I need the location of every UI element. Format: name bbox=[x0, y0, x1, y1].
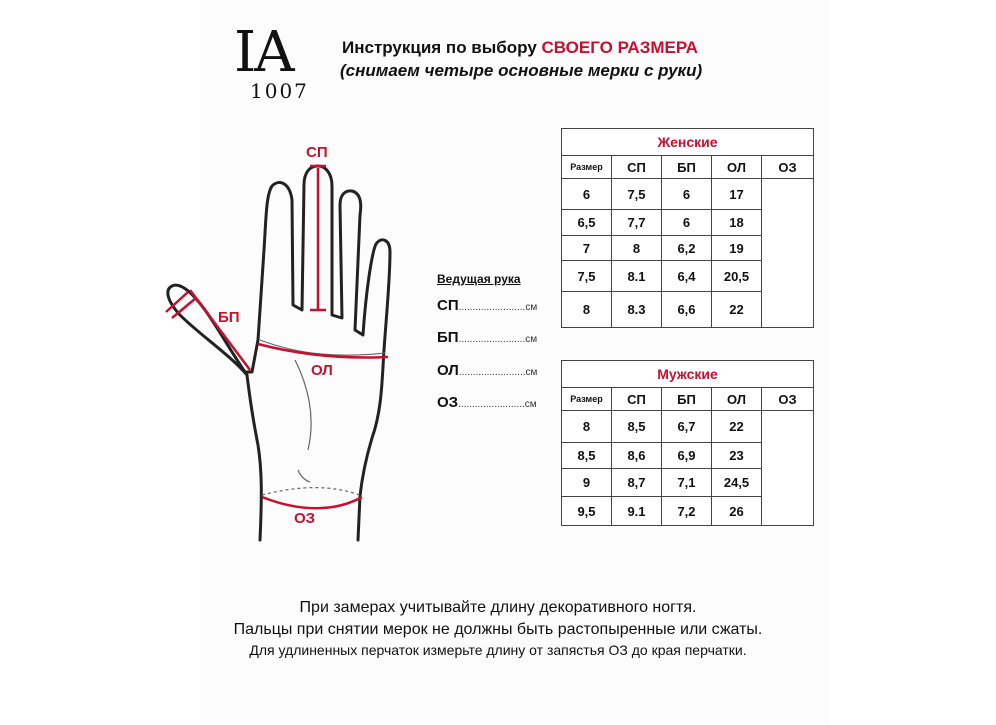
cell-bp: 6,7 bbox=[662, 411, 712, 443]
note-finger-position: Пальцы при снятии мерок не должны быть растопыренные или сжаты. bbox=[233, 621, 763, 638]
cell-size: 9,5 bbox=[562, 497, 612, 526]
oz-measure-line bbox=[262, 497, 362, 508]
cell-ol: 22 bbox=[712, 292, 762, 328]
cell-size: 8 bbox=[562, 411, 612, 443]
cell-ol: 23 bbox=[712, 443, 762, 469]
page-subtitle: (снимаем четыре основные мерки с руки) bbox=[340, 61, 703, 80]
field-sp bbox=[437, 297, 537, 315]
cell-bp: 6,2 bbox=[662, 236, 712, 261]
field-ol bbox=[437, 362, 537, 380]
palm-crease-2 bbox=[295, 360, 311, 450]
field-unit: см bbox=[524, 399, 537, 410]
cell-sp: 8 bbox=[612, 236, 662, 261]
title-accent: СВОЕГО РАЗМЕРА bbox=[541, 38, 698, 57]
cell-bp: 6 bbox=[662, 179, 712, 210]
header-bp: БП bbox=[662, 156, 712, 179]
wrist-crease bbox=[298, 470, 310, 482]
cell-size: 8 bbox=[562, 292, 612, 328]
label-sp: СП bbox=[306, 144, 328, 161]
header-oz: ОЗ bbox=[762, 156, 814, 179]
women-table-caption: Женские bbox=[562, 129, 814, 156]
header-sp: СП bbox=[612, 388, 662, 411]
cell-size: 6 bbox=[562, 179, 612, 210]
note-nail-length: При замерах учитывайте длину декоративного ногтя. bbox=[299, 599, 697, 616]
cell-size: 6,5 bbox=[562, 210, 612, 236]
header-sp: СП bbox=[612, 156, 662, 179]
page-title bbox=[342, 38, 698, 58]
cell-sp: 8,6 bbox=[612, 443, 662, 469]
header-ol: ОЛ bbox=[712, 156, 762, 179]
field-key: ОЛ bbox=[437, 362, 459, 379]
cell-ol: 19 bbox=[712, 236, 762, 261]
field-unit: см bbox=[525, 302, 538, 313]
header-bp: БП bbox=[662, 388, 712, 411]
cell-ol: 26 bbox=[712, 497, 762, 526]
cell-ol: 24,5 bbox=[712, 469, 762, 497]
cell-oz-empty bbox=[762, 411, 814, 526]
header-size: Размер bbox=[562, 156, 612, 179]
bp-measure-line-2 bbox=[190, 290, 250, 370]
field-bp bbox=[437, 329, 537, 347]
cell-bp: 6,4 bbox=[662, 261, 712, 292]
field-dots: ........................ bbox=[458, 334, 526, 345]
women-size-table bbox=[561, 128, 814, 328]
field-key: БП bbox=[437, 329, 459, 346]
cell-sp: 7,7 bbox=[612, 210, 662, 236]
field-unit: см bbox=[525, 334, 538, 345]
cell-size: 7 bbox=[562, 236, 612, 261]
hand-outline-left bbox=[247, 375, 261, 540]
hand-outline bbox=[168, 166, 390, 540]
label-oz: ОЗ bbox=[294, 510, 316, 527]
cell-sp: 8,7 bbox=[612, 469, 662, 497]
field-unit: см bbox=[525, 367, 538, 378]
table-row bbox=[562, 411, 814, 443]
field-dots: ........................ bbox=[458, 302, 526, 313]
label-ol: ОЛ bbox=[311, 362, 333, 379]
wrist-dashed bbox=[262, 488, 362, 496]
brand-number: 1007 bbox=[250, 79, 309, 103]
cell-size: 8,5 bbox=[562, 443, 612, 469]
cell-sp: 8,5 bbox=[612, 411, 662, 443]
cell-sp: 7,5 bbox=[612, 179, 662, 210]
cell-bp: 7,2 bbox=[662, 497, 712, 526]
cell-size: 9 bbox=[562, 469, 612, 497]
hand-diagram bbox=[150, 140, 410, 560]
cell-ol: 17 bbox=[712, 179, 762, 210]
cell-oz-empty bbox=[762, 179, 814, 328]
cell-bp: 6,9 bbox=[662, 443, 712, 469]
cell-bp: 6 bbox=[662, 210, 712, 236]
men-size-table bbox=[561, 360, 814, 526]
field-oz bbox=[437, 394, 537, 412]
header-size: Размер bbox=[562, 388, 612, 411]
brand-letters: IA bbox=[234, 20, 293, 85]
note-long-gloves: Для удлиненных перчаток измерьте длину от запястья ОЗ до края перчатки. bbox=[249, 642, 747, 658]
label-bp: БП bbox=[218, 309, 240, 326]
cell-bp: 7,1 bbox=[662, 469, 712, 497]
field-key: ОЗ bbox=[437, 394, 459, 411]
men-table-caption: Мужские bbox=[562, 361, 814, 388]
leading-hand-heading: Ведущая рука bbox=[437, 272, 521, 286]
field-key: СП bbox=[437, 297, 459, 314]
cell-ol: 18 bbox=[712, 210, 762, 236]
cell-sp: 9.1 bbox=[612, 497, 662, 526]
header-ol: ОЛ bbox=[712, 388, 762, 411]
cell-bp: 6,6 bbox=[662, 292, 712, 328]
cell-size: 7,5 bbox=[562, 261, 612, 292]
field-dots: ........................ bbox=[458, 367, 526, 378]
field-dots: ........................ bbox=[458, 399, 525, 410]
title-prefix: Инструкция по выбору bbox=[342, 38, 542, 57]
header-oz: ОЗ bbox=[762, 388, 814, 411]
table-row bbox=[562, 179, 814, 210]
cell-sp: 8.3 bbox=[612, 292, 662, 328]
cell-ol: 20,5 bbox=[712, 261, 762, 292]
cell-ol: 22 bbox=[712, 411, 762, 443]
brand-logo bbox=[234, 22, 326, 104]
cell-sp: 8.1 bbox=[612, 261, 662, 292]
